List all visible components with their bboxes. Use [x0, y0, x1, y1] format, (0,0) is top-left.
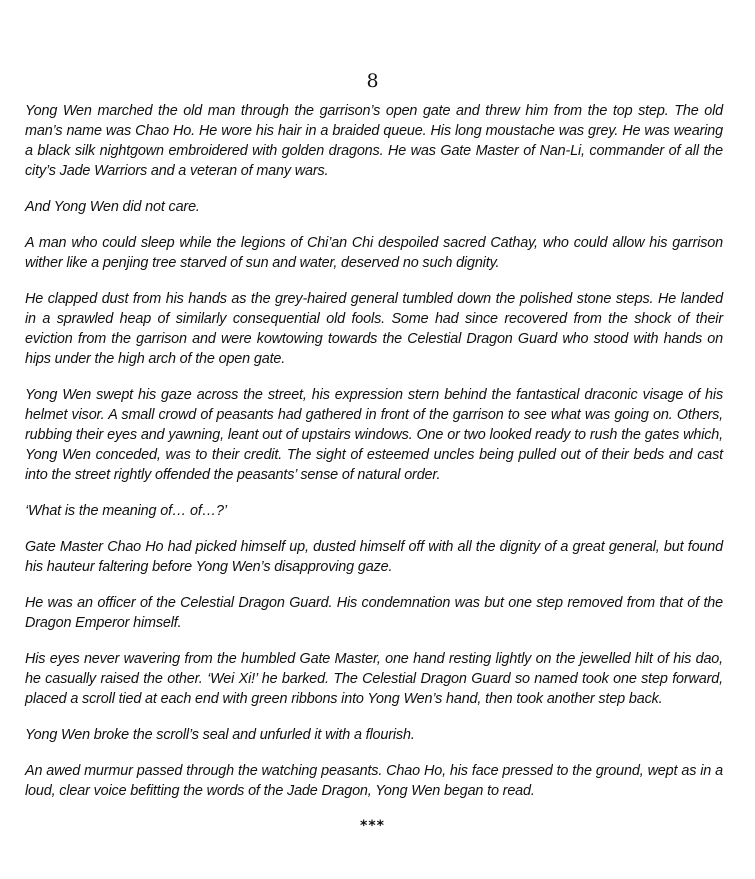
- paragraph: He was an officer of the Celestial Dragon Guard. His condemnation was but one step removed from that of the Dragon Emperor himself.: [25, 595, 723, 631]
- paragraph: Yong Wen swept his gaze across the street, his expression stern behind the fantastical draconic visage of his helmet visor. A small crowd of peasants had gathered in front of the garrison to see what was going on. Others, rubbing their eyes and yawning, leant out of upstairs windows. One or two looked ready to rush the gates which, Yong Wen conceded, was to their credit. The sight of esteemed uncles being pulled out of their beds and cast into the street rightly offended the peasants’ sense of natural order.: [25, 387, 723, 483]
- chapter-text: [25, 101, 723, 817]
- paragraph: And Yong Wen did not care.: [25, 199, 200, 215]
- paragraph: Yong Wen marched the old man through the garrison’s open gate and threw him from the top step. The old man’s name was Chao Ho. He wore his hair in a braided queue. His long moustache was grey. He was wearing a black silk nightgown embroidered with golden dragons. He was Gate Master of Nan-Li, commander of all the city’s Jade Warriors and a veteran of many wars.: [25, 103, 723, 179]
- paragraph: A man who could sleep while the legions of Chi’an Chi despoiled sacred Cathay, who could allow his garrison wither like a penjing tree starved of sun and water, deserved no such dignity.: [25, 235, 723, 271]
- paragraph: ‘What is the meaning of… of…?’: [25, 503, 227, 519]
- paragraph: Yong Wen broke the scroll’s seal and unfurled it with a flourish.: [25, 727, 415, 743]
- paragraph: His eyes never wavering from the humbled Gate Master, one hand resting lightly on the jewelled hilt of his dao, he casually raised the other. ‘Wei Xi!’ he barked. The Celestial Dragon Guard so named took one step forward, placed a scroll tied at each end with green ribbons into Yong Wen’s hand, then took another step back.: [25, 651, 723, 707]
- paragraph: Gate Master Chao Ho had picked himself up, dusted himself off with all the dignity of a great general, but found his hauteur faltering before Yong Wen’s disapproving gaze.: [25, 539, 723, 575]
- page-number: 8: [366, 70, 379, 92]
- scene-break: ***: [360, 818, 385, 834]
- paragraph: He clapped dust from his hands as the grey-haired general tumbled down the polished stone steps. He landed in a sprawled heap of similarly consequential old fools. Some had since recovered from the shock of their eviction from the garrison and were kowtowing towards the Celestial Dragon Guard who stood with hands on hips under the high arch of the open gate.: [25, 291, 723, 367]
- paragraph: An awed murmur passed through the watching peasants. Chao Ho, his face pressed to the ground, wept as in a loud, clear voice befitting the words of the Jade Dragon, Yong Wen began to read.: [25, 763, 723, 799]
